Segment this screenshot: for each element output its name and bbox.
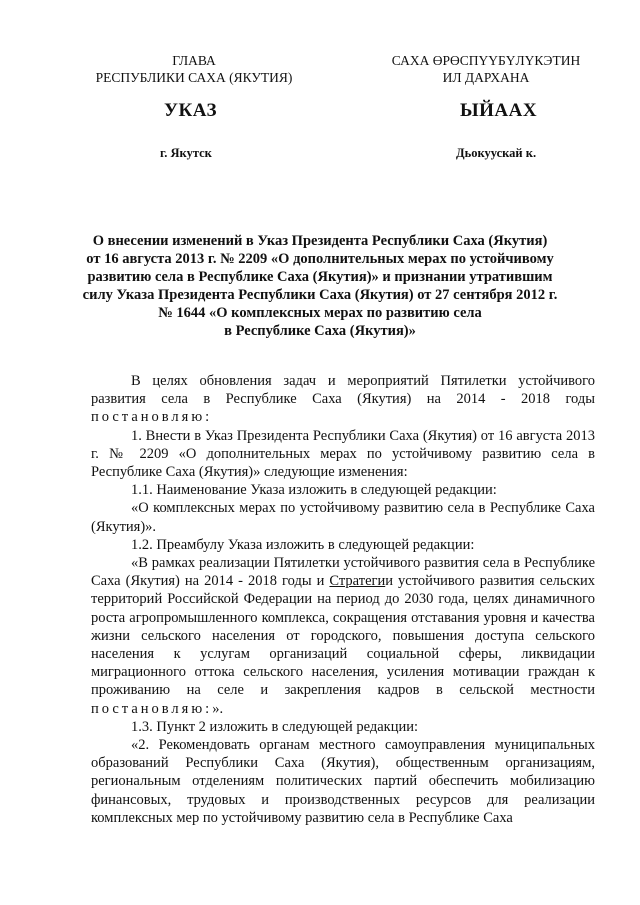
header-left-block <box>88 52 300 86</box>
paragraph-item-1-3: 1.3. Пункт 2 изложить в следующей редакции: <box>131 718 419 735</box>
document-title <box>60 232 580 340</box>
header-left-line2: РЕСПУБЛИКИ САХА (ЯКУТИЯ) <box>95 70 293 85</box>
paragraph-text: «В рамках реализации Пятилетки устойчивого развития села в Республике Саха (Якутия) на 2014 - 2018 годы и <box>91 555 595 590</box>
decree-word: постановляю: <box>91 700 213 717</box>
decree-word: постановляю: <box>91 409 213 426</box>
ukaz-title-ru: УКАЗ <box>164 100 217 121</box>
paragraph-item-1-1: 1.1. Наименование Указа изложить в следующей редакции: <box>131 482 497 499</box>
title-line: в Республике Саха (Якутия)» <box>224 323 416 339</box>
title-line: от 16 августа 2013 г. № 2209 «О дополнительных мерах по устойчивому <box>86 251 554 267</box>
paragraph-text: В целях обновления задач и мероприятий Пятилетки устойчивого развития села в Республике Саха (Якутия) на 2014 - 2018 годы <box>91 373 595 408</box>
strategy-link[interactable]: Стратеги <box>329 573 386 590</box>
paragraph-quote-preamble <box>91 554 595 718</box>
paragraph-text: ». <box>212 700 224 717</box>
city-ru: г. Якутск <box>160 146 212 160</box>
header-right-line2: ИЛ ДАРХАНА <box>442 70 530 85</box>
paragraph-item-1: 1. Внести в Указ Президента Республики Саха (Якутия) от 16 августа 2013 г. № 2209 «О дополнительных мерах по устойчивому развитию села в Республике Саха (Якутия)» следующие изменения: <box>91 427 595 481</box>
title-line: № 1644 «О комплексных мерах по развитию села <box>158 305 482 321</box>
title-line: О внесении изменений в Указ Президента Республики Саха (Якутия) <box>92 233 548 249</box>
document-body <box>91 372 595 827</box>
header-right-block <box>380 52 592 86</box>
city-sakha: Дьокуускай к. <box>456 146 537 160</box>
paragraph-text: и устойчивого развития сельских территорий Российской Федерации на период до 2030 года, целях динамичного роста агропромышленного комплекса, сокращения отставания уровня и качества жизни сельского населения от городского, повышения доступа сельского населения к услугам организаций социальной сферы, ликвидации миграционного оттока сельского населения, усиления мотивации граждан к проживанию на селе и закрепления кадров в сельской местности <box>91 573 595 699</box>
title-line: развитию села в Республике Саха (Якутия)» и признании утратившим <box>87 269 553 285</box>
title-line: силу Указа Президента Республики Саха (Якутия) от 27 сентября 2012 г. <box>82 287 558 303</box>
header-left-line1: ГЛАВА <box>172 53 216 68</box>
header-right-line1: САХА ӨРӨСПҮҮБҮЛҮКЭТИН <box>391 53 581 68</box>
paragraph-quote-name: «О комплексных мерах по устойчивому развитию села в Республике Саха (Якутия)». <box>91 500 595 535</box>
paragraph-quote-item-2: «2. Рекомендовать органам местного самоуправления муниципальных образований Республики Саха (Якутия), общественным организациям, региональным отделениям политических партий обеспечить мобилизацию финансовых, трудовых и производственных ресурсов для реализации комплексных мер по устойчивому развитию села в Республике Саха <box>91 737 595 826</box>
paragraph-item-1-2: 1.2. Преамбулу Указа изложить в следующей редакции: <box>131 536 475 553</box>
ukaz-title-sakha: ЫЙААХ <box>460 100 538 121</box>
paragraph-preamble <box>91 372 595 427</box>
